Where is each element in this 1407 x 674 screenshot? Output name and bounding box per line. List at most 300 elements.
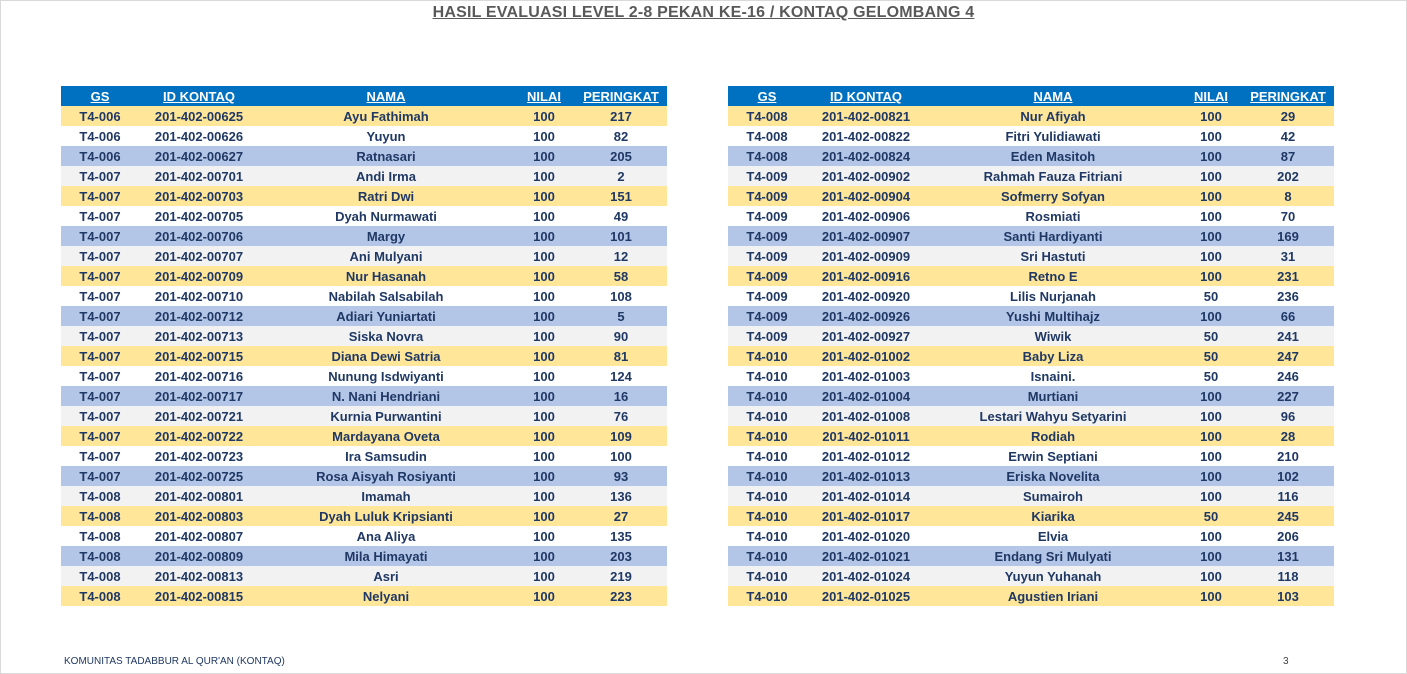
- table-row: [728, 206, 1334, 226]
- table-row: [61, 466, 667, 486]
- cell-id: 201-402-00716: [139, 366, 259, 386]
- cell-gs: T4-006: [61, 146, 139, 166]
- cell-peringkat: 247: [1242, 346, 1334, 366]
- cell-nama: Ira Samsudin: [259, 446, 513, 466]
- cell-peringkat: 28: [1242, 426, 1334, 446]
- left-table-body: [61, 106, 667, 606]
- cell-nilai: 100: [513, 146, 575, 166]
- cell-id: 201-402-00822: [806, 126, 926, 146]
- cell-gs: T4-007: [61, 366, 139, 386]
- cell-nilai: 100: [1180, 266, 1242, 286]
- cell-nama: Rahmah Fauza Fitriani: [926, 166, 1180, 186]
- cell-gs: T4-007: [61, 426, 139, 446]
- cell-nama: N. Nani Hendriani: [259, 386, 513, 406]
- cell-id: 201-402-00927: [806, 326, 926, 346]
- cell-nama: Asri: [259, 566, 513, 586]
- table-row: [728, 346, 1334, 366]
- header-nilai: NILAI: [513, 86, 575, 106]
- cell-nama: Ratri Dwi: [259, 186, 513, 206]
- cell-nama: Rosa Aisyah Rosiyanti: [259, 466, 513, 486]
- cell-nilai: 50: [1180, 346, 1242, 366]
- table-row: [61, 266, 667, 286]
- cell-nama: Ana Aliya: [259, 526, 513, 546]
- right-table-body: [728, 106, 1334, 606]
- cell-gs: T4-008: [61, 506, 139, 526]
- cell-nama: Yushi Multihajz: [926, 306, 1180, 326]
- cell-nilai: 100: [513, 406, 575, 426]
- cell-peringkat: 109: [575, 426, 667, 446]
- header-peringkat: PERINGKAT: [575, 86, 667, 106]
- cell-nilai: 50: [1180, 366, 1242, 386]
- cell-nilai: 100: [1180, 586, 1242, 606]
- cell-nama: Ani Mulyani: [259, 246, 513, 266]
- cell-gs: T4-007: [61, 206, 139, 226]
- cell-nama: Yuyun: [259, 126, 513, 146]
- cell-gs: T4-007: [61, 286, 139, 306]
- cell-gs: T4-009: [728, 246, 806, 266]
- cell-peringkat: 241: [1242, 326, 1334, 346]
- cell-gs: T4-007: [61, 246, 139, 266]
- table-row: [61, 506, 667, 526]
- cell-gs: T4-010: [728, 446, 806, 466]
- cell-id: 201-402-00821: [806, 106, 926, 126]
- cell-nama: Dyah Luluk Kripsianti: [259, 506, 513, 526]
- table-row: [61, 246, 667, 266]
- cell-nama: Lestari Wahyu Setyarini: [926, 406, 1180, 426]
- cell-nama: Fitri Yulidiawati: [926, 126, 1180, 146]
- cell-peringkat: 151: [575, 186, 667, 206]
- cell-gs: T4-007: [61, 266, 139, 286]
- cell-nama: Sumairoh: [926, 486, 1180, 506]
- cell-id: 201-402-00813: [139, 566, 259, 586]
- cell-peringkat: 82: [575, 126, 667, 146]
- cell-nilai: 100: [513, 486, 575, 506]
- cell-nilai: 100: [1180, 446, 1242, 466]
- cell-nama: Isnaini.: [926, 366, 1180, 386]
- cell-gs: T4-008: [61, 586, 139, 606]
- cell-id: 201-402-00916: [806, 266, 926, 286]
- cell-nilai: 100: [1180, 386, 1242, 406]
- cell-id: 201-402-01014: [806, 486, 926, 506]
- cell-gs: T4-010: [728, 406, 806, 426]
- cell-gs: T4-006: [61, 106, 139, 126]
- table-row: [728, 486, 1334, 506]
- cell-nama: Rosmiati: [926, 206, 1180, 226]
- header-gs: GS: [61, 86, 139, 106]
- table-row: [61, 426, 667, 446]
- cell-id: 201-402-00824: [806, 146, 926, 166]
- cell-peringkat: 90: [575, 326, 667, 346]
- table-row: [728, 106, 1334, 126]
- cell-nilai: 100: [1180, 426, 1242, 446]
- cell-peringkat: 219: [575, 566, 667, 586]
- cell-nama: Mardayana Oveta: [259, 426, 513, 446]
- cell-id: 201-402-01017: [806, 506, 926, 526]
- table-row: [728, 406, 1334, 426]
- table-row: [728, 126, 1334, 146]
- cell-peringkat: 8: [1242, 186, 1334, 206]
- cell-id: 201-402-01024: [806, 566, 926, 586]
- table-header-row: [61, 86, 667, 106]
- cell-gs: T4-006: [61, 126, 139, 146]
- cell-nama: Adiari Yuniartati: [259, 306, 513, 326]
- cell-nilai: 100: [513, 366, 575, 386]
- cell-gs: T4-010: [728, 366, 806, 386]
- cell-nama: Wiwik: [926, 326, 1180, 346]
- cell-nilai: 100: [513, 566, 575, 586]
- table-row: [61, 306, 667, 326]
- cell-peringkat: 5: [575, 306, 667, 326]
- cell-nilai: 100: [513, 166, 575, 186]
- cell-gs: T4-007: [61, 466, 139, 486]
- cell-id: 201-402-00920: [806, 286, 926, 306]
- table-row: [61, 126, 667, 146]
- cell-nilai: 100: [513, 106, 575, 126]
- cell-id: 201-402-00902: [806, 166, 926, 186]
- cell-nama: Ayu Fathimah: [259, 106, 513, 126]
- cell-peringkat: 217: [575, 106, 667, 126]
- cell-nilai: 100: [513, 446, 575, 466]
- page-number: 3: [1283, 656, 1289, 667]
- cell-nama: Kurnia Purwantini: [259, 406, 513, 426]
- table-row: [728, 386, 1334, 406]
- cell-nilai: 100: [1180, 126, 1242, 146]
- cell-nilai: 100: [1180, 226, 1242, 246]
- cell-gs: T4-009: [728, 166, 806, 186]
- cell-peringkat: 245: [1242, 506, 1334, 526]
- cell-gs: T4-010: [728, 526, 806, 546]
- cell-nama: Agustien Iriani: [926, 586, 1180, 606]
- cell-id: 201-402-00904: [806, 186, 926, 206]
- cell-nilai: 100: [1180, 406, 1242, 426]
- cell-nama: Erwin Septiani: [926, 446, 1180, 466]
- cell-nilai: 100: [513, 586, 575, 606]
- table-row: [728, 566, 1334, 586]
- cell-nilai: 100: [1180, 246, 1242, 266]
- cell-id: 201-402-00626: [139, 126, 259, 146]
- cell-gs: T4-007: [61, 306, 139, 326]
- table-row: [728, 586, 1334, 606]
- cell-peringkat: 202: [1242, 166, 1334, 186]
- cell-id: 201-402-01011: [806, 426, 926, 446]
- cell-nilai: 100: [1180, 166, 1242, 186]
- table-row: [728, 526, 1334, 546]
- cell-peringkat: 136: [575, 486, 667, 506]
- results-table-right: [728, 86, 1334, 606]
- header-gs: GS: [728, 86, 806, 106]
- table-row: [728, 286, 1334, 306]
- cell-id: 201-402-01021: [806, 546, 926, 566]
- cell-peringkat: 206: [1242, 526, 1334, 546]
- cell-gs: T4-007: [61, 226, 139, 246]
- table-row: [61, 366, 667, 386]
- cell-id: 201-402-01025: [806, 586, 926, 606]
- cell-nilai: 100: [513, 226, 575, 246]
- cell-gs: T4-008: [61, 566, 139, 586]
- cell-peringkat: 66: [1242, 306, 1334, 326]
- cell-gs: T4-007: [61, 446, 139, 466]
- cell-peringkat: 29: [1242, 106, 1334, 126]
- table-row: [61, 486, 667, 506]
- cell-nilai: 50: [1180, 286, 1242, 306]
- cell-nilai: 100: [513, 546, 575, 566]
- table-row: [728, 186, 1334, 206]
- cell-id: 201-402-00926: [806, 306, 926, 326]
- cell-gs: T4-010: [728, 346, 806, 366]
- cell-id: 201-402-00710: [139, 286, 259, 306]
- table-row: [61, 146, 667, 166]
- cell-peringkat: 27: [575, 506, 667, 526]
- cell-nama: Elvia: [926, 526, 1180, 546]
- cell-id: 201-402-00722: [139, 426, 259, 446]
- cell-nama: Murtiani: [926, 386, 1180, 406]
- table-row: [728, 226, 1334, 246]
- cell-peringkat: 102: [1242, 466, 1334, 486]
- cell-id: 201-402-00627: [139, 146, 259, 166]
- header-id-kontaq: ID KONTAQ: [139, 86, 259, 106]
- cell-id: 201-402-00909: [806, 246, 926, 266]
- table-row: [61, 546, 667, 566]
- cell-peringkat: 205: [575, 146, 667, 166]
- cell-gs: T4-010: [728, 426, 806, 446]
- cell-id: 201-402-00625: [139, 106, 259, 126]
- table-row: [61, 386, 667, 406]
- cell-peringkat: 101: [575, 226, 667, 246]
- cell-gs: T4-007: [61, 346, 139, 366]
- cell-nama: Nabilah Salsabilah: [259, 286, 513, 306]
- cell-id: 201-402-00703: [139, 186, 259, 206]
- table-row: [61, 226, 667, 246]
- cell-peringkat: 96: [1242, 406, 1334, 426]
- cell-nama: Eriska Novelita: [926, 466, 1180, 486]
- table-row: [61, 526, 667, 546]
- cell-id: 201-402-01004: [806, 386, 926, 406]
- cell-peringkat: 135: [575, 526, 667, 546]
- cell-peringkat: 103: [1242, 586, 1334, 606]
- table-row: [61, 406, 667, 426]
- cell-id: 201-402-00712: [139, 306, 259, 326]
- cell-id: 201-402-01012: [806, 446, 926, 466]
- cell-nama: Rodiah: [926, 426, 1180, 446]
- cell-peringkat: 169: [1242, 226, 1334, 246]
- cell-gs: T4-009: [728, 306, 806, 326]
- cell-nama: Mila Himayati: [259, 546, 513, 566]
- cell-peringkat: 236: [1242, 286, 1334, 306]
- cell-peringkat: 100: [575, 446, 667, 466]
- header-nilai: NILAI: [1180, 86, 1242, 106]
- cell-nilai: 100: [513, 386, 575, 406]
- cell-peringkat: 76: [575, 406, 667, 426]
- cell-peringkat: 16: [575, 386, 667, 406]
- table-row: [728, 426, 1334, 446]
- cell-nilai: 100: [513, 306, 575, 326]
- cell-nilai: 100: [513, 426, 575, 446]
- cell-peringkat: 12: [575, 246, 667, 266]
- cell-nilai: 100: [513, 266, 575, 286]
- table-row: [728, 246, 1334, 266]
- cell-id: 201-402-01013: [806, 466, 926, 486]
- table-row: [728, 506, 1334, 526]
- cell-nilai: 100: [513, 126, 575, 146]
- cell-nama: Santi Hardiyanti: [926, 226, 1180, 246]
- cell-nilai: 100: [1180, 186, 1242, 206]
- cell-nilai: 50: [1180, 326, 1242, 346]
- cell-nama: Nelyani: [259, 586, 513, 606]
- cell-peringkat: 203: [575, 546, 667, 566]
- cell-nilai: 100: [513, 286, 575, 306]
- cell-gs: T4-010: [728, 486, 806, 506]
- cell-nama: Nur Hasanah: [259, 266, 513, 286]
- cell-nama: Ratnasari: [259, 146, 513, 166]
- cell-gs: T4-008: [61, 546, 139, 566]
- cell-gs: T4-008: [728, 106, 806, 126]
- cell-peringkat: 116: [1242, 486, 1334, 506]
- table-header-row: [728, 86, 1334, 106]
- cell-nama: Margy: [259, 226, 513, 246]
- cell-nilai: 100: [513, 246, 575, 266]
- cell-nama: Andi Irma: [259, 166, 513, 186]
- cell-nama: Sri Hastuti: [926, 246, 1180, 266]
- cell-peringkat: 87: [1242, 146, 1334, 166]
- table-row: [728, 446, 1334, 466]
- table-row: [728, 326, 1334, 346]
- header-peringkat: PERINGKAT: [1242, 86, 1334, 106]
- table-row: [728, 306, 1334, 326]
- cell-id: 201-402-00713: [139, 326, 259, 346]
- cell-id: 201-402-00721: [139, 406, 259, 426]
- cell-peringkat: 58: [575, 266, 667, 286]
- cell-id: 201-402-00701: [139, 166, 259, 186]
- cell-id: 201-402-01003: [806, 366, 926, 386]
- table-row: [728, 266, 1334, 286]
- cell-nama: Retno E: [926, 266, 1180, 286]
- cell-nama: Lilis Nurjanah: [926, 286, 1180, 306]
- cell-peringkat: 124: [575, 366, 667, 386]
- cell-gs: T4-009: [728, 206, 806, 226]
- cell-nama: Endang Sri Mulyati: [926, 546, 1180, 566]
- table-row: [61, 286, 667, 306]
- table-row: [61, 106, 667, 126]
- cell-id: 201-402-00725: [139, 466, 259, 486]
- cell-nama: Yuyun Yuhanah: [926, 566, 1180, 586]
- cell-nilai: 100: [513, 186, 575, 206]
- table-row: [61, 346, 667, 366]
- cell-nilai: 100: [1180, 466, 1242, 486]
- cell-nama: Nur Afiyah: [926, 106, 1180, 126]
- cell-nama: Imamah: [259, 486, 513, 506]
- cell-id: 201-402-00706: [139, 226, 259, 246]
- results-table-left: [61, 86, 667, 606]
- cell-nama: Kiarika: [926, 506, 1180, 526]
- cell-nilai: 100: [513, 526, 575, 546]
- cell-nilai: 100: [513, 506, 575, 526]
- cell-id: 201-402-00807: [139, 526, 259, 546]
- cell-id: 201-402-01008: [806, 406, 926, 426]
- cell-id: 201-402-00723: [139, 446, 259, 466]
- cell-id: 201-402-00809: [139, 546, 259, 566]
- cell-nama: Sofmerry Sofyan: [926, 186, 1180, 206]
- cell-nama: Diana Dewi Satria: [259, 346, 513, 366]
- table-row: [728, 366, 1334, 386]
- cell-peringkat: 42: [1242, 126, 1334, 146]
- cell-peringkat: 210: [1242, 446, 1334, 466]
- cell-peringkat: 31: [1242, 246, 1334, 266]
- cell-peringkat: 108: [575, 286, 667, 306]
- cell-gs: T4-008: [61, 486, 139, 506]
- cell-nilai: 100: [513, 206, 575, 226]
- cell-gs: T4-009: [728, 186, 806, 206]
- cell-gs: T4-008: [728, 146, 806, 166]
- cell-nilai: 100: [1180, 306, 1242, 326]
- cell-id: 201-402-01020: [806, 526, 926, 546]
- cell-peringkat: 81: [575, 346, 667, 366]
- cell-nilai: 100: [513, 326, 575, 346]
- cell-nilai: 100: [1180, 566, 1242, 586]
- cell-gs: T4-010: [728, 566, 806, 586]
- table-row: [61, 446, 667, 466]
- cell-peringkat: 227: [1242, 386, 1334, 406]
- cell-nilai: 100: [1180, 206, 1242, 226]
- cell-id: 201-402-00707: [139, 246, 259, 266]
- cell-gs: T4-010: [728, 586, 806, 606]
- cell-peringkat: 2: [575, 166, 667, 186]
- cell-gs: T4-007: [61, 406, 139, 426]
- cell-id: 201-402-00803: [139, 506, 259, 526]
- cell-gs: T4-008: [61, 526, 139, 546]
- cell-id: 201-402-00907: [806, 226, 926, 246]
- cell-id: 201-402-00709: [139, 266, 259, 286]
- cell-peringkat: 70: [1242, 206, 1334, 226]
- cell-nilai: 100: [1180, 106, 1242, 126]
- header-nama: NAMA: [259, 86, 513, 106]
- cell-nama: Eden Masitoh: [926, 146, 1180, 166]
- cell-nilai: 50: [1180, 506, 1242, 526]
- cell-nama: Nunung Isdwiyanti: [259, 366, 513, 386]
- cell-peringkat: 246: [1242, 366, 1334, 386]
- cell-gs: T4-009: [728, 266, 806, 286]
- table-row: [61, 326, 667, 346]
- table-row: [728, 466, 1334, 486]
- cell-gs: T4-007: [61, 386, 139, 406]
- cell-gs: T4-007: [61, 166, 139, 186]
- cell-gs: T4-010: [728, 546, 806, 566]
- cell-id: 201-402-00906: [806, 206, 926, 226]
- cell-nama: Baby Liza: [926, 346, 1180, 366]
- cell-nilai: 100: [1180, 526, 1242, 546]
- cell-peringkat: 49: [575, 206, 667, 226]
- cell-peringkat: 93: [575, 466, 667, 486]
- cell-peringkat: 231: [1242, 266, 1334, 286]
- cell-nilai: 100: [1180, 486, 1242, 506]
- header-nama: NAMA: [926, 86, 1180, 106]
- cell-nilai: 100: [513, 346, 575, 366]
- cell-nilai: 100: [1180, 146, 1242, 166]
- cell-gs: T4-009: [728, 226, 806, 246]
- cell-peringkat: 223: [575, 586, 667, 606]
- cell-gs: T4-007: [61, 326, 139, 346]
- table-row: [728, 166, 1334, 186]
- cell-id: 201-402-00815: [139, 586, 259, 606]
- cell-gs: T4-008: [728, 126, 806, 146]
- footer-org-name: KOMUNITAS TADABBUR AL QUR'AN (KONTAQ): [64, 656, 285, 667]
- header-id-kontaq: ID KONTAQ: [806, 86, 926, 106]
- cell-peringkat: 118: [1242, 566, 1334, 586]
- table-row: [61, 586, 667, 606]
- table-row: [61, 166, 667, 186]
- cell-nama: Siska Novra: [259, 326, 513, 346]
- table-row: [728, 546, 1334, 566]
- cell-nilai: 100: [1180, 546, 1242, 566]
